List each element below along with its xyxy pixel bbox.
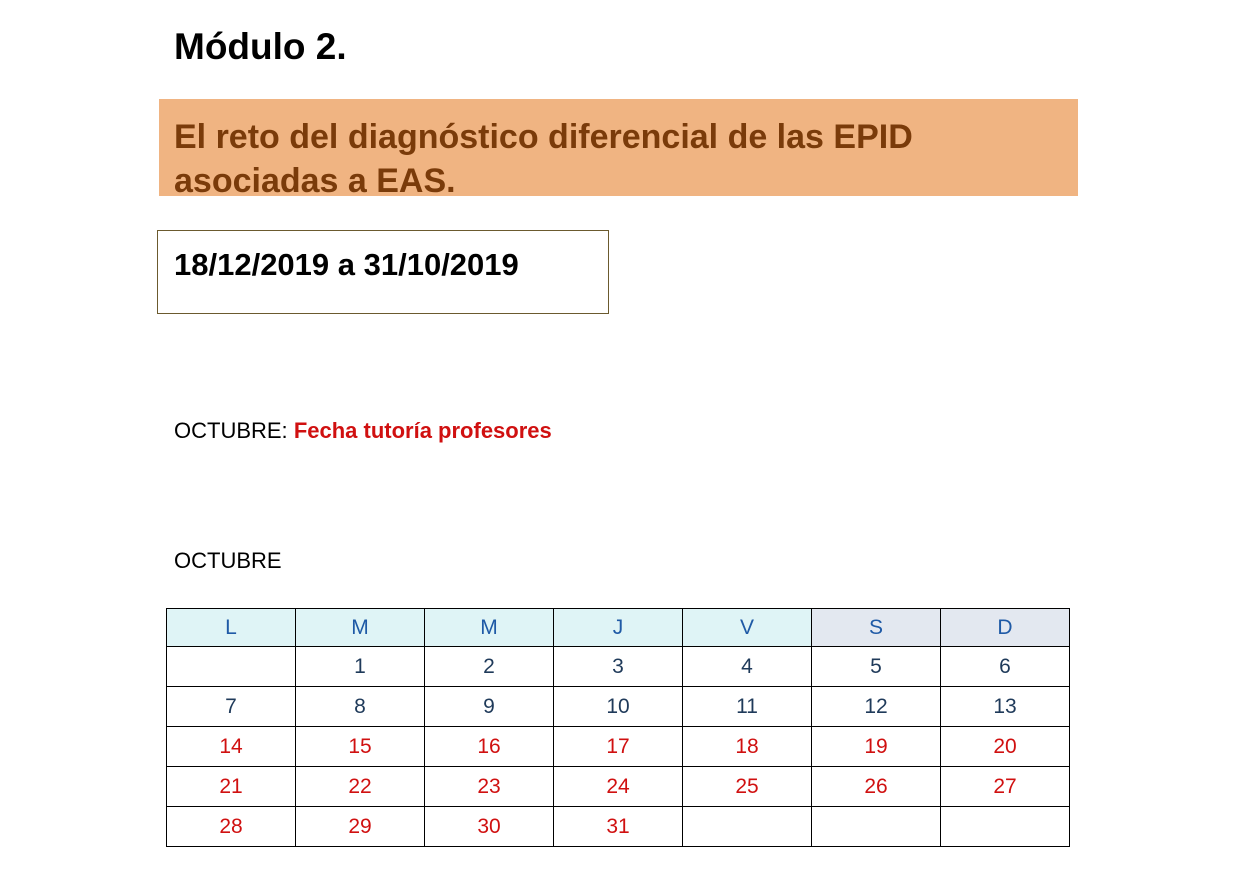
calendar-day: 10 — [554, 687, 683, 727]
calendar-day: 9 — [425, 687, 554, 727]
calendar-day: 30 — [425, 807, 554, 847]
calendar-empty-cell — [683, 807, 812, 847]
calendar-day: 23 — [425, 767, 554, 807]
header-sabado: S — [812, 609, 941, 647]
calendar-week-row — [167, 807, 1070, 847]
tutoria-month: OCTUBRE: — [174, 418, 288, 443]
calendar-day: 31 — [554, 807, 683, 847]
calendar-day: 3 — [554, 647, 683, 687]
date-range-box — [157, 230, 609, 314]
calendar-empty-cell — [941, 807, 1070, 847]
calendar-empty-cell — [812, 807, 941, 847]
calendar-day: 19 — [812, 727, 941, 767]
calendar-day: 24 — [554, 767, 683, 807]
calendar-header-row — [167, 609, 1070, 647]
calendar-day: 14 — [167, 727, 296, 767]
calendar-table — [166, 608, 1070, 847]
calendar-week-row — [167, 647, 1070, 687]
header-martes: M — [296, 609, 425, 647]
calendar-day: 4 — [683, 647, 812, 687]
calendar-week-row — [167, 767, 1070, 807]
calendar-day: 28 — [167, 807, 296, 847]
calendar-day: 16 — [425, 727, 554, 767]
calendar-day: 1 — [296, 647, 425, 687]
tutoria-line — [174, 417, 552, 445]
date-range: 18/12/2019 a 31/10/2019 — [174, 247, 519, 282]
calendar-week-row — [167, 687, 1070, 727]
calendar-day: 29 — [296, 807, 425, 847]
calendar-day: 2 — [425, 647, 554, 687]
calendar-day: 20 — [941, 727, 1070, 767]
calendar-day: 18 — [683, 727, 812, 767]
calendar-day: 21 — [167, 767, 296, 807]
calendar-day: 6 — [941, 647, 1070, 687]
subtitle-banner — [159, 99, 1078, 200]
header-lunes: L — [167, 609, 296, 647]
calendar-day: 8 — [296, 687, 425, 727]
calendar-empty-cell — [167, 647, 296, 687]
calendar-day: 13 — [941, 687, 1070, 727]
calendar-day: 25 — [683, 767, 812, 807]
calendar-day: 12 — [812, 687, 941, 727]
header-domingo: D — [941, 609, 1070, 647]
calendar-day: 5 — [812, 647, 941, 687]
header-viernes: V — [683, 609, 812, 647]
subtitle-text: El reto del diagnóstico diferencial de las EPID asociadas a EAS. — [174, 118, 913, 200]
header-jueves: J — [554, 609, 683, 647]
calendar-day: 7 — [167, 687, 296, 727]
calendar-day: 27 — [941, 767, 1070, 807]
calendar-week-row — [167, 727, 1070, 767]
module-title: Módulo 2. — [174, 26, 347, 67]
tutoria-note: Fecha tutoría profesores — [293, 418, 552, 443]
calendar-day: 26 — [812, 767, 941, 807]
calendar-day: 17 — [554, 727, 683, 767]
calendar-day: 22 — [296, 767, 425, 807]
calendar-day: 15 — [296, 727, 425, 767]
header-miercoles: M — [425, 609, 554, 647]
calendar-day: 11 — [683, 687, 812, 727]
calendar-month-label: OCTUBRE — [174, 548, 282, 573]
